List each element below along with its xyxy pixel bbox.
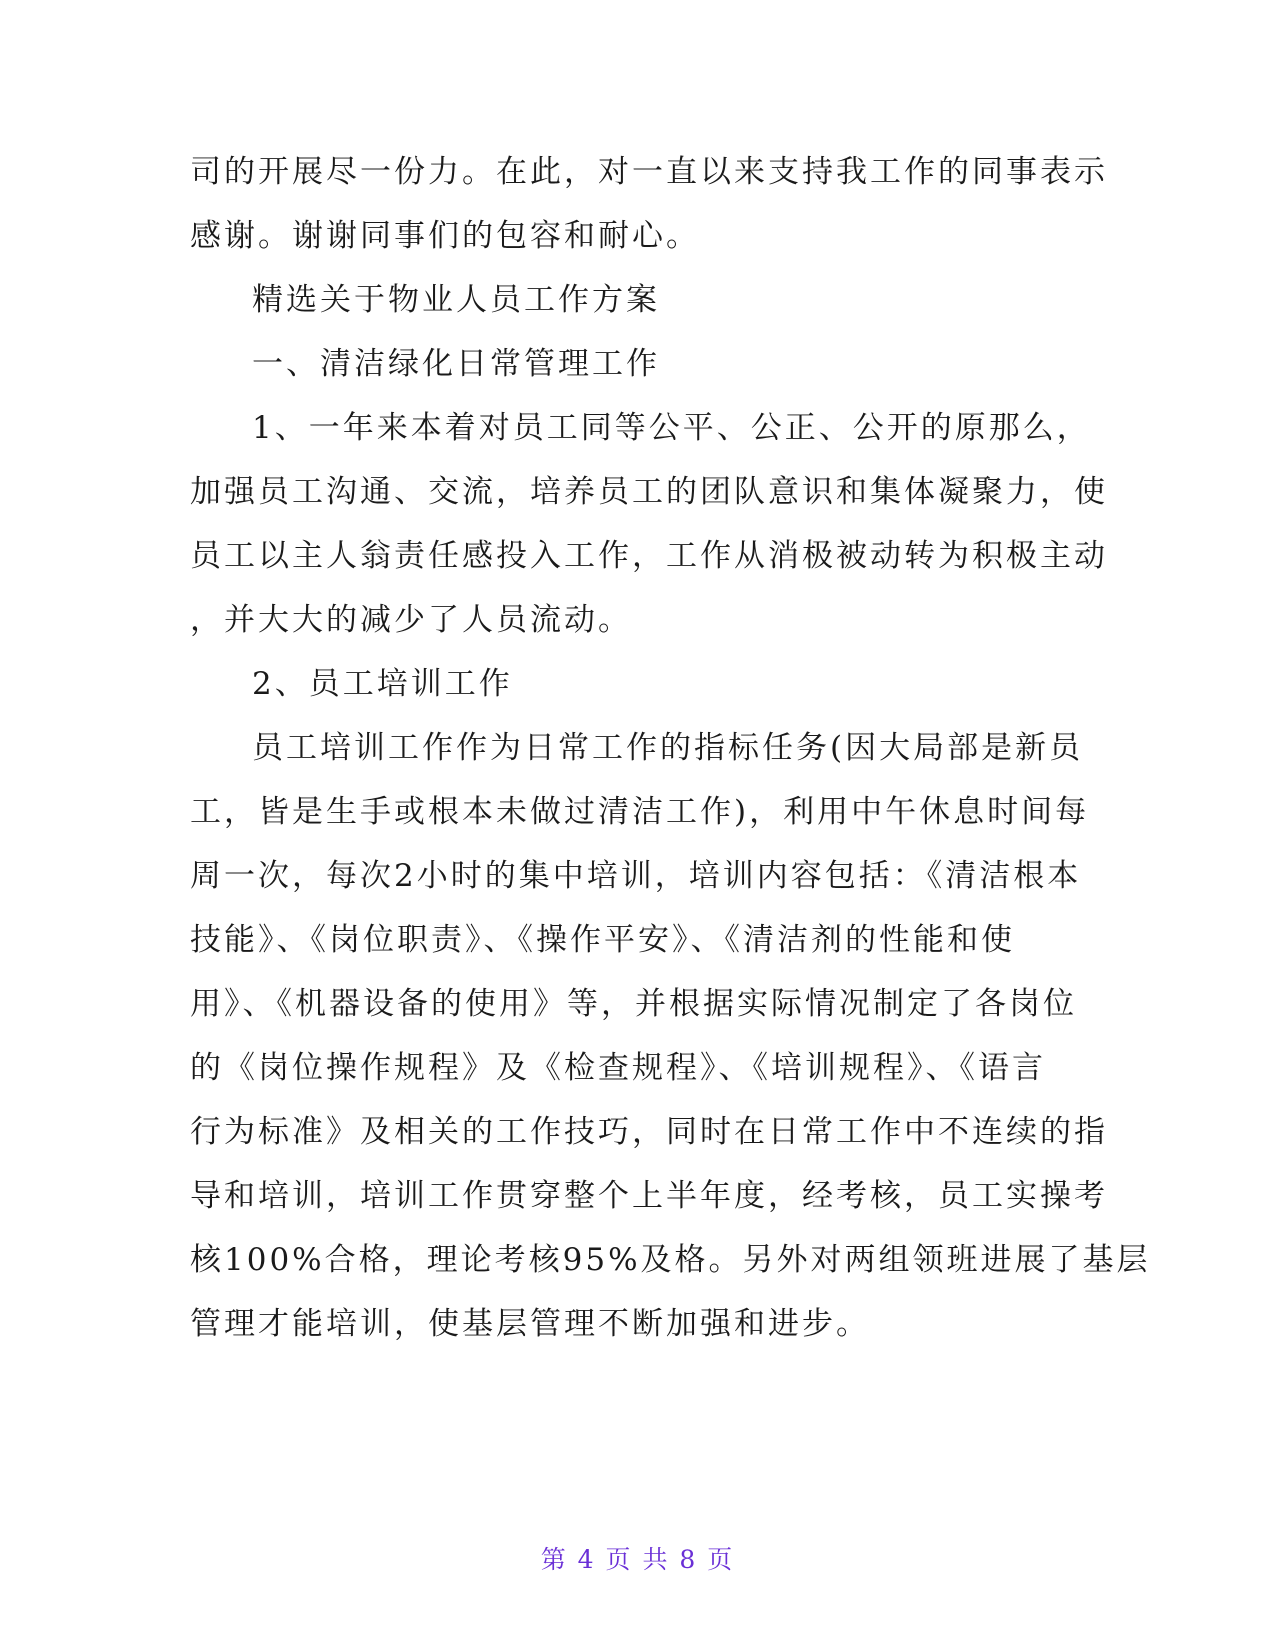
text-line: 周一次，每次2小时的集中培训，培训内容包括：《清洁根本	[190, 858, 1082, 894]
text-line: 感谢。谢谢同事们的包容和耐心。	[190, 218, 700, 254]
text-line: ，并大大的减少了人员流动。	[190, 602, 632, 638]
section-heading: 2、员工培训工作	[252, 666, 513, 702]
text-line: 用》、《机器设备的使用》等，并根据实际情况制定了各岗位	[190, 986, 1077, 1022]
text-line: 1、一年来本着对员工同等公平、公正、公开的原那么，	[252, 410, 1091, 446]
text-line: 管理才能培训，使基层管理不断加强和进步。	[190, 1306, 870, 1342]
text-line: 技能》、《岗位职责》、《操作平安》、《清洁剂的性能和使	[190, 922, 1015, 958]
section-heading: 一、清洁绿化日常管理工作	[252, 346, 660, 382]
text-line: 员工以主人翁责任感投入工作，工作从消极被动转为积极主动	[190, 538, 1108, 574]
section-heading: 精选关于物业人员工作方案	[252, 282, 660, 318]
text-line: 导和培训，培训工作贯穿整个上半年度，经考核，员工实操考	[190, 1178, 1108, 1214]
text-line: 的《岗位操作规程》及《检查规程》、《培训规程》、《语言	[190, 1050, 1046, 1086]
page-number-footer: 第 4 页 共 8 页	[540, 1545, 735, 1574]
document-body	[190, 140, 1151, 1356]
text-line: 行为标准》及相关的工作技巧，同时在日常工作中不连续的指	[190, 1114, 1108, 1150]
text-line: 工，皆是生手或根本未做过清洁工作)，利用中午休息时间每	[190, 794, 1090, 830]
text-line: 司的开展尽一份力。在此，对一直以来支持我工作的同事表示	[190, 154, 1108, 190]
text-line: 加强员工沟通、交流，培养员工的团队意识和集体凝聚力，使	[190, 474, 1108, 510]
text-line: 员工培训工作作为日常工作的指标任务(因大局部是新员	[252, 730, 1084, 766]
text-line: 核100%合格，理论考核95%及格。另外对两组领班进展了基层	[190, 1242, 1151, 1278]
